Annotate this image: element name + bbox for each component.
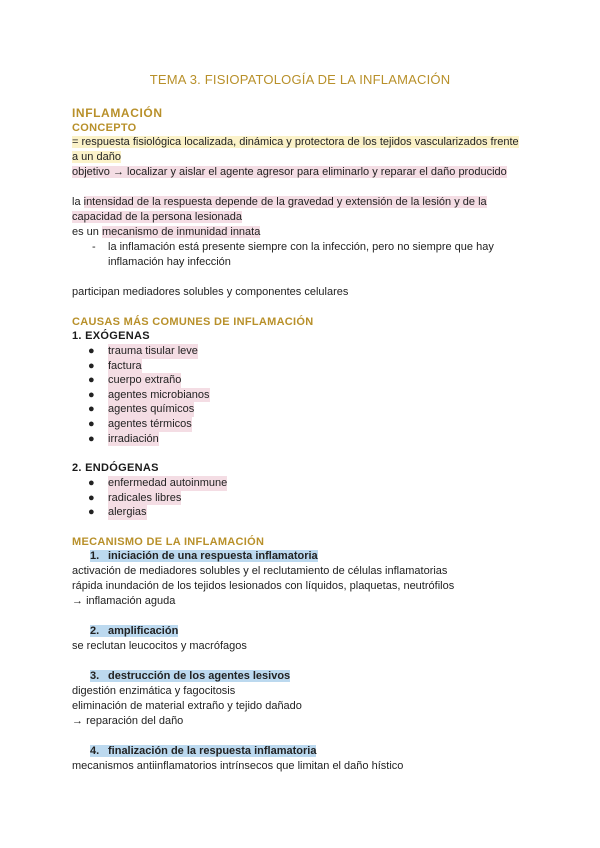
bullet-icon: ● — [88, 432, 95, 445]
bullet-icon: ● — [88, 359, 95, 372]
list-item-text: radicales libres — [108, 491, 182, 504]
bullet-icon: ● — [88, 374, 95, 387]
list-item-text: factura — [108, 359, 142, 372]
innate-highlight: mecanismo de inmunidad innata — [101, 226, 261, 238]
dash-marker: - — [92, 241, 96, 253]
exogenous-list — [72, 344, 532, 446]
definition-highlight-2: a un daño — [72, 151, 121, 163]
list-item — [88, 417, 532, 432]
bullet-icon: ● — [88, 506, 95, 519]
objective-prefix: objetivo — [72, 166, 113, 178]
step-4-line-1: mecanismos antiinflamatorios intrínsecos que limitan el daño hístico — [72, 759, 404, 772]
step-4-highlight — [90, 745, 316, 757]
list-item-text: alergias — [108, 506, 147, 519]
list-item — [88, 359, 532, 374]
list-item-text: irradiación — [108, 432, 159, 445]
step-3-number: 3. — [90, 669, 100, 682]
objective-highlight — [72, 166, 507, 178]
step-1-line-1: activación de mediadores solubles y el reclutamiento de células inflamatorias — [72, 564, 448, 577]
heading-inflamacion: INFLAMACIÓN — [72, 106, 163, 120]
step-3-line-1: digestión enzimática y fagocitosis — [72, 684, 236, 697]
list-item — [88, 432, 532, 447]
intensity-prefix: la — [72, 196, 84, 208]
step-3-line-3-text: reparación del daño — [86, 714, 184, 727]
step-3-heading — [72, 669, 532, 684]
step-3-line-2: eliminación de material extraño y tejido dañado — [72, 699, 302, 712]
step-4-number: 4. — [90, 744, 100, 757]
bullet-icon: ● — [88, 345, 95, 357]
bullet-icon: ● — [88, 417, 95, 430]
bullet-icon: ● — [88, 388, 95, 401]
mediators-line: participan mediadores solubles y componentes celulares — [72, 286, 349, 298]
dash-text-2: inflamación hay infección — [108, 256, 231, 268]
step-1-line-3-text: inflamación aguda — [86, 594, 176, 607]
step-1-line-2: rápida inundación de los tejidos lesionados con líquidos, plaquetas, neutrófilos — [72, 579, 455, 592]
list-item-text: agentes químicos — [108, 403, 195, 416]
innate-prefix: es un — [72, 226, 102, 238]
list-item-text: cuerpo extraño — [108, 374, 182, 387]
intensity-line-2 — [72, 210, 532, 225]
step-1-number: 1. — [90, 549, 100, 562]
bullet-icon: ● — [88, 403, 95, 416]
step-3-line-3 — [72, 714, 532, 729]
list-item — [88, 373, 532, 388]
dash-text — [108, 240, 494, 270]
step-2-line-1: se reclutan leucocitos y macrófagos — [72, 639, 247, 652]
step-1-line-3 — [72, 594, 532, 609]
heading-causas: CAUSAS MÁS COMUNES DE INFLAMACIÓN — [72, 316, 314, 328]
list-item-text: agentes térmicos — [108, 417, 192, 430]
definition-line-2 — [72, 150, 532, 165]
heading-endogenas: 2. ENDÓGENAS — [72, 462, 159, 475]
intensity-highlight-1: intensidad de la respuesta depende de la gravedad y extensión de la lesión y de la — [83, 196, 487, 208]
step-3-title: destrucción de los agentes lesivos — [108, 669, 291, 682]
bullet-icon: ● — [88, 477, 95, 490]
step-2-heading — [72, 624, 532, 639]
document-body — [72, 106, 532, 774]
dash-text-1: la inflamación está presente siempre con la infección, pero no siempre que hay — [108, 241, 494, 253]
step-4-heading — [72, 744, 532, 759]
list-item — [88, 491, 532, 506]
intensity-line-1 — [72, 195, 532, 210]
step-1-highlight — [90, 550, 318, 562]
step-4-title: finalización de la respuesta inflamatoria — [108, 744, 317, 757]
objective-line — [72, 165, 532, 180]
dash-item — [72, 240, 532, 270]
list-item — [88, 344, 532, 359]
page-title: TEMA 3. FISIOPATOLOGÍA DE LA INFLAMACIÓN — [149, 72, 451, 87]
list-item — [88, 402, 532, 417]
endogenous-list — [72, 476, 532, 520]
heading-concepto: CONCEPTO — [72, 122, 137, 134]
innate-line — [72, 225, 532, 240]
list-item — [88, 505, 532, 520]
arrow-icon: → — [112, 166, 128, 178]
heading-exogenas: 1. EXÓGENAS — [72, 330, 150, 342]
step-1-title: iniciación de una respuesta inflamatoria — [108, 549, 318, 562]
definition-highlight-1: = respuesta fisiológica localizada, dinámica y protectora de los tejidos vascularizados frente — [72, 136, 519, 148]
intensity-highlight-2: capacidad de la persona lesionada — [72, 211, 243, 223]
objective-text: localizar y aislar el agente agresor para eliminarlo y reparar el daño producido — [127, 166, 507, 178]
step-2-highlight — [90, 625, 178, 637]
step-1-heading — [72, 549, 532, 564]
step-2-number: 2. — [90, 624, 100, 637]
bullet-icon: ● — [88, 491, 95, 504]
list-item — [88, 476, 532, 491]
heading-mecanismo: MECANISMO DE LA INFLAMACIÓN — [72, 535, 265, 548]
list-item-text: trauma tisular leve — [108, 345, 198, 357]
step-3-highlight — [90, 670, 290, 682]
arrow-icon: → — [72, 714, 87, 727]
list-item-text: enfermedad autoinmune — [108, 477, 228, 490]
list-item-text: agentes microbianos — [108, 388, 210, 401]
definition-line-1 — [72, 135, 532, 150]
list-item — [88, 388, 532, 403]
step-2-title: amplificación — [108, 624, 179, 637]
arrow-icon: → — [72, 594, 87, 607]
